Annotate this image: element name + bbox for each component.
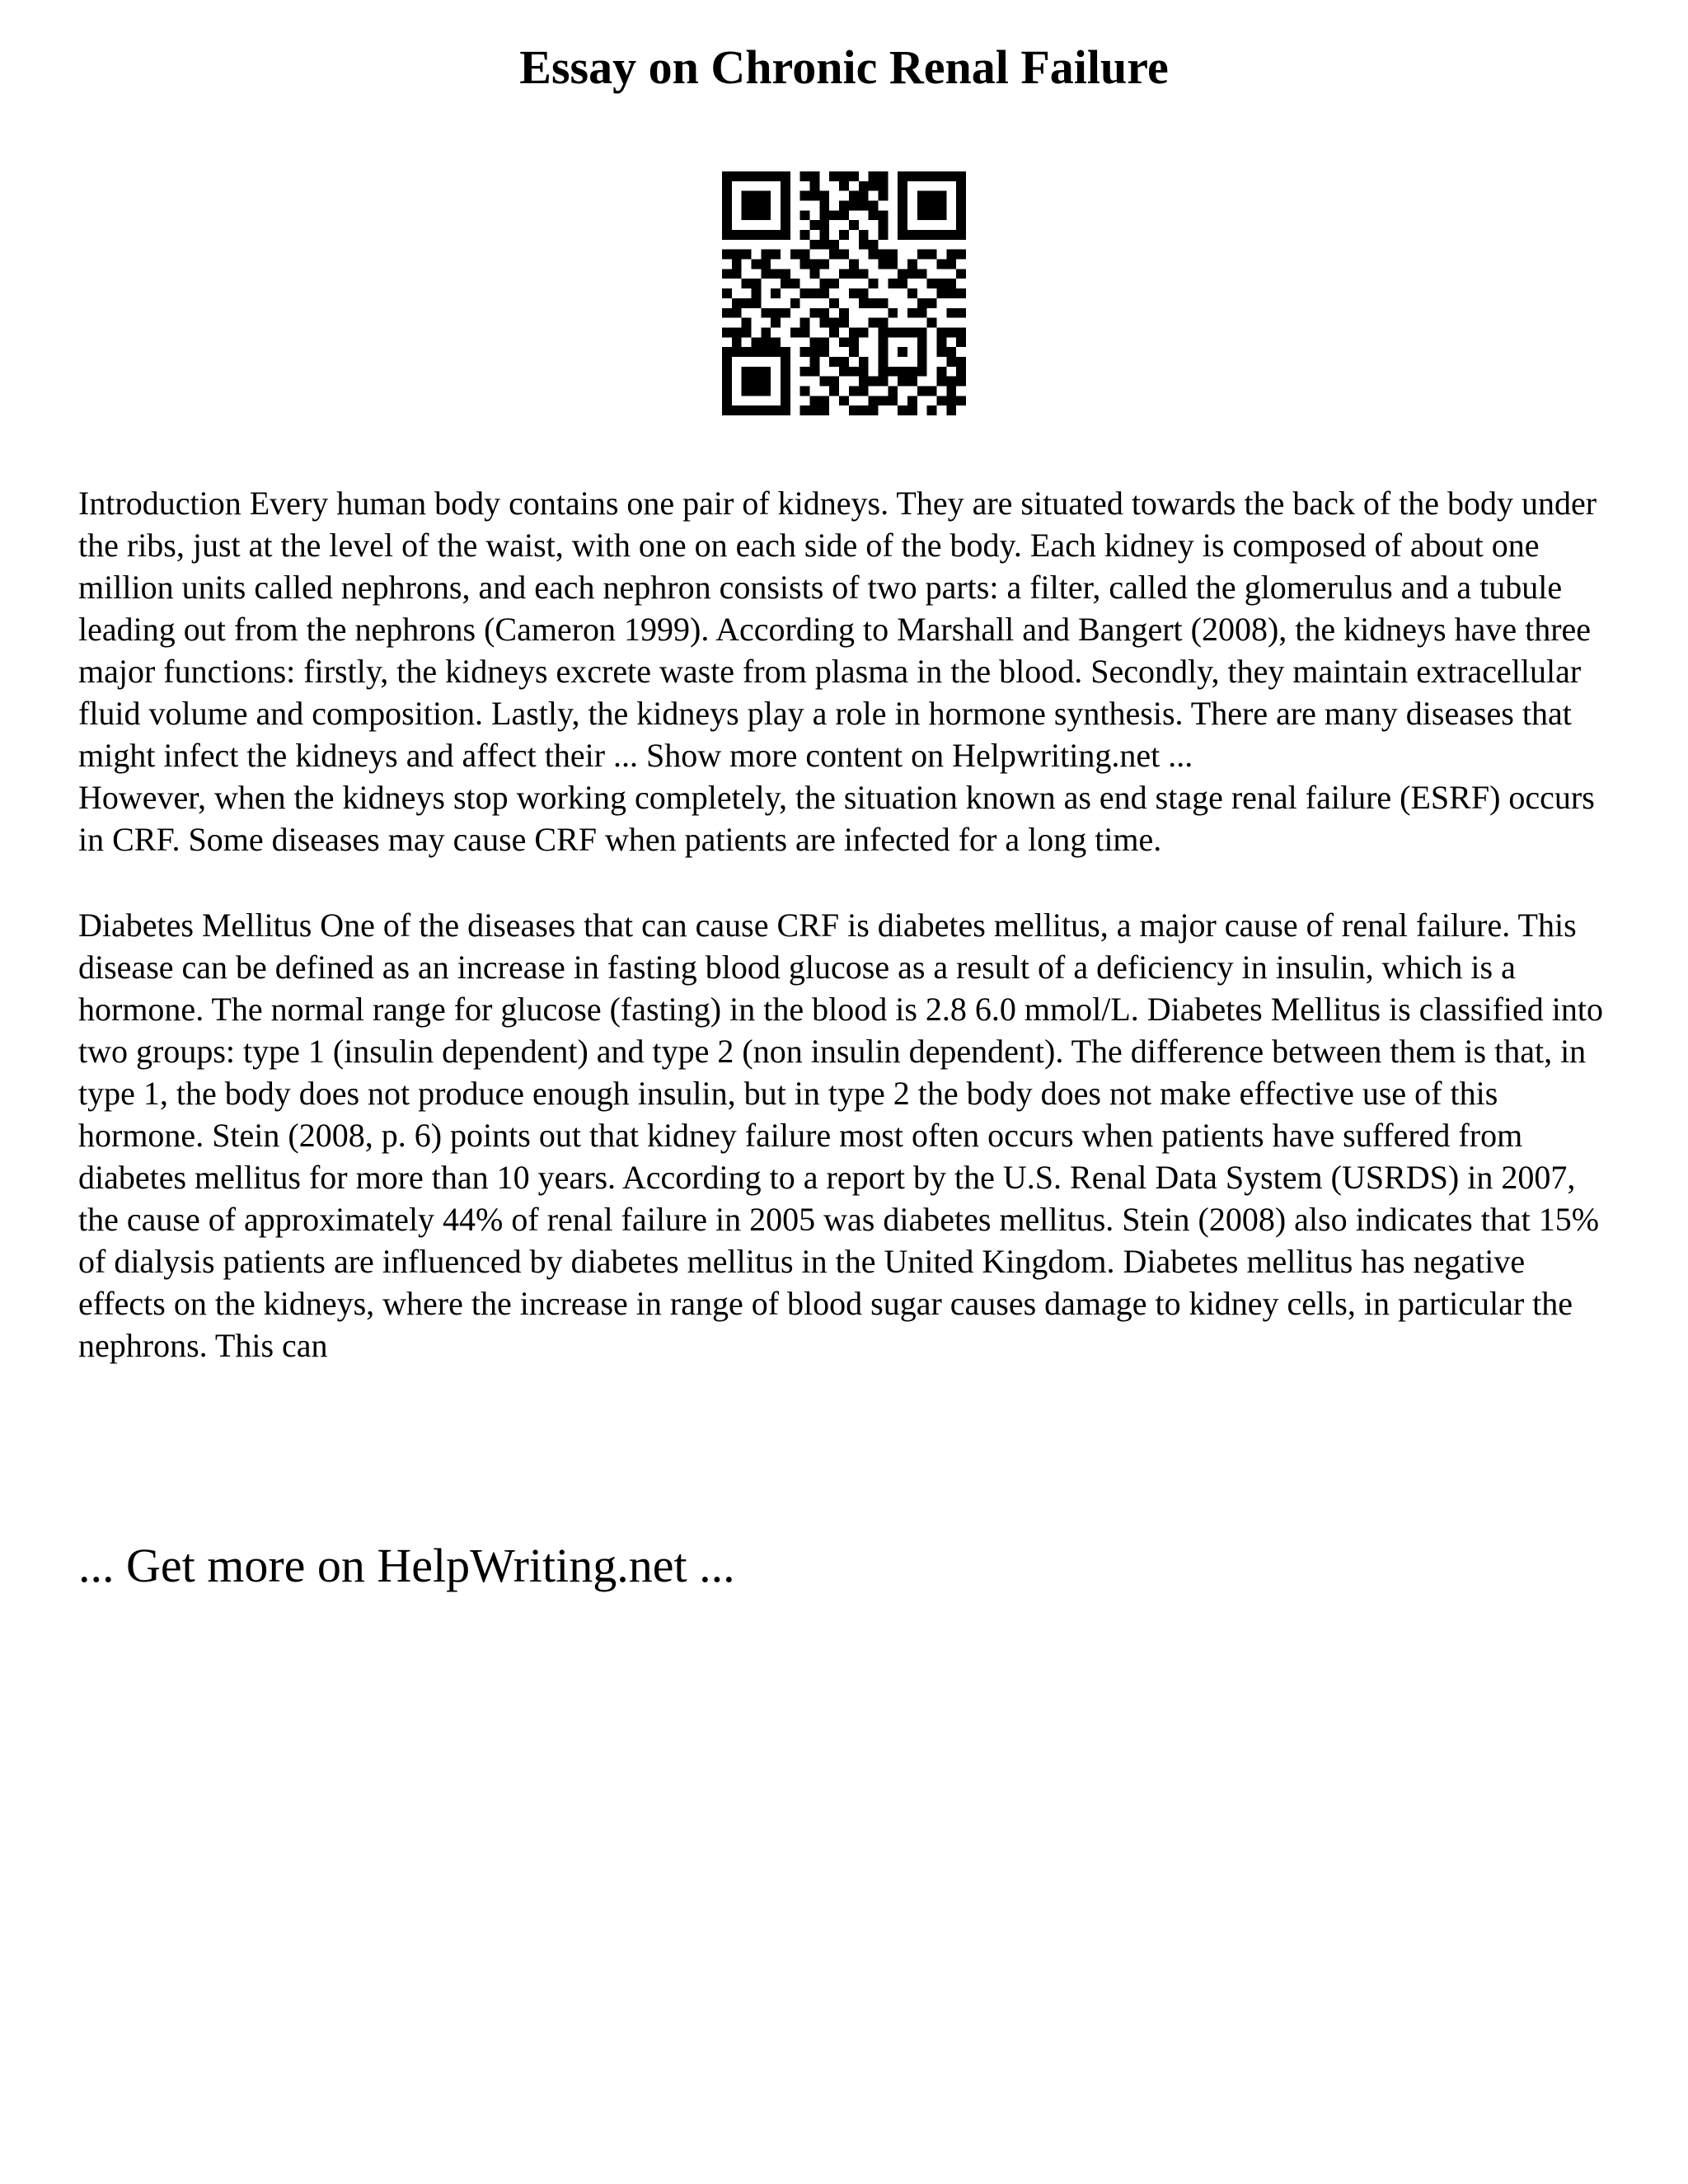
- page-title: Essay on Chronic Renal Failure: [519, 40, 1169, 94]
- essay-body: [78, 482, 1620, 1366]
- paragraph-diabetes-mellitus: Diabetes Mellitus One of the diseases that can cause CRF is diabetes mellitus, a major cause of renal failure. This disease can be defined as an increase in fasting blood glucose as a result of a deficiency in insulin, which is a hormone. The normal range for glucose (fasting) in the blood is 2.8 6.0 mmol/L. Diabetes Mellitus is classified into two groups: type 1 (insulin dependent) and type 2 (non insulin dependent). The difference between them is that, in type 1, the body does not produce enough insulin, but in type 2 the body does not make effective use of this hormone. Stein (2008, p. 6) points out that kidney failure most often occurs when patients have suffered from diabetes mellitus for more than 10 years. According to a report by the U.S. Renal Data System (USRDS) in 2007, the cause of approximately 44% of renal failure in 2005 was diabetes mellitus. Stein (2008) also indicates that 15% of dialysis patients are influenced by diabetes mellitus in the United Kingdom. Diabetes mellitus has negative effects on the kidneys, where the increase in range of blood sugar causes damage to kidney cells, in particular the nephrons. This can: [78, 907, 1604, 1364]
- paragraph-spacer: [78, 860, 1620, 904]
- paragraph-introduction: Introduction Every human body contains one pair of kidneys. They are situated towards the back of the body under the ribs, just at the level of the waist, with one on each side of the body. Each kidney is composed of about one million units called nephrons, and each nephron consists of two parts: a filter, called the glomerulus and a tubule leading out from the nephrons (Cameron 1999). According to Marshall and Bangert (2008), the kidneys have three major functions: firstly, the kidneys excrete waste from plasma in the blood. Secondly, they maintain extracellular fluid volume and composition. Lastly, the kidneys play a role in hormone synthesis. There are many diseases that might infect the kidneys and affect their ... Show more content on Helpwriting.net ...: [78, 485, 1597, 774]
- get-more-link[interactable]: ... Get more on HelpWriting.net ...: [78, 1539, 735, 1592]
- qr-code-icon: [722, 171, 966, 415]
- paragraph-esrf: However, when the kidneys stop working completely, the situation known as end stage renal failure (ESRF) occurs in CRF. Some diseases may cause CRF when patients are infected for a long time.: [78, 779, 1595, 858]
